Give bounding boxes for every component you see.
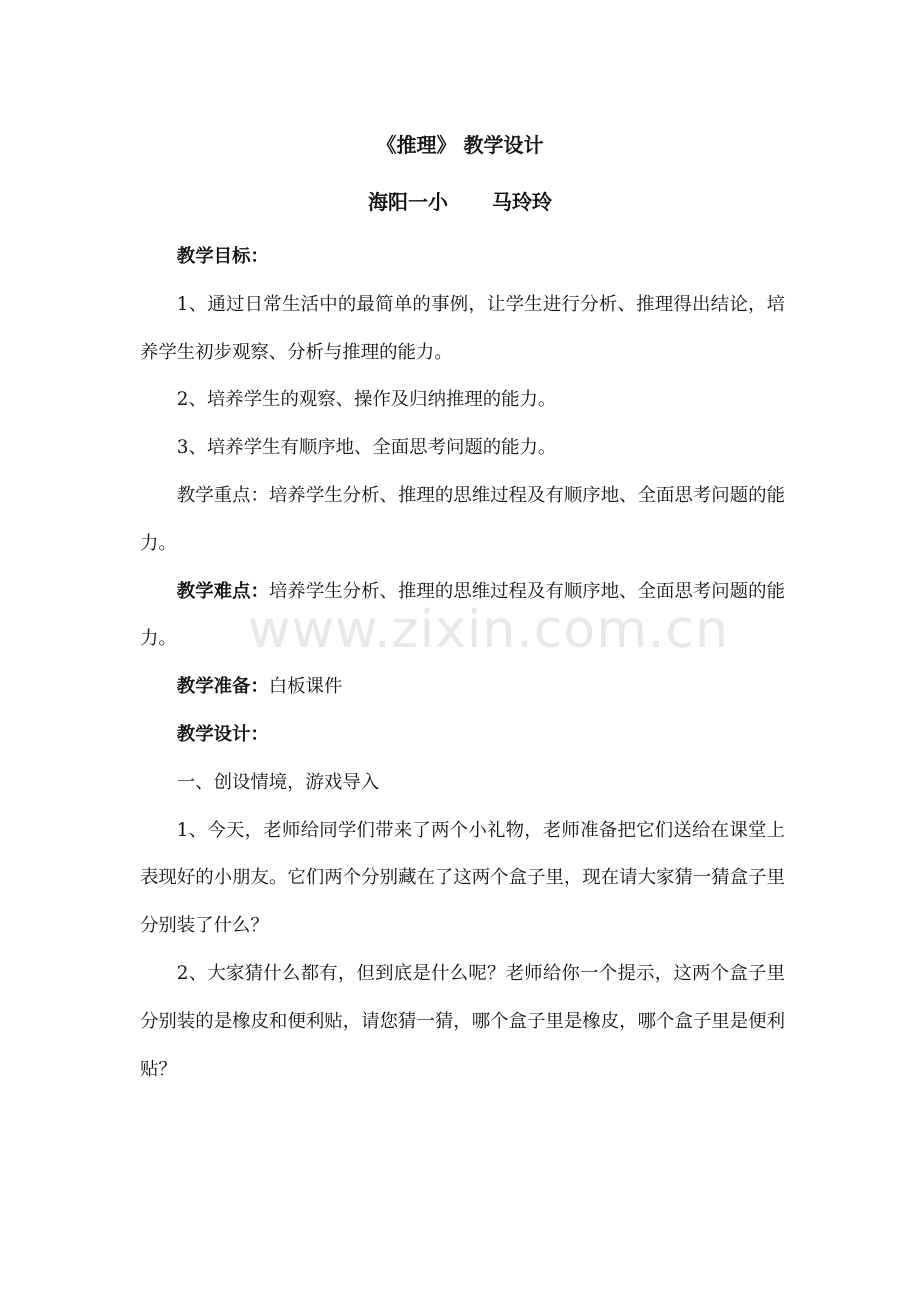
document-body xyxy=(140,233,785,1093)
section-heading: 一、创设情境，游戏导入 xyxy=(176,771,380,793)
document-title: 《推理》 教学设计 xyxy=(376,133,544,157)
key-points-label: 教学重点： xyxy=(176,484,269,506)
objectives-heading: 教学目标： xyxy=(176,246,269,267)
objective-item: 1、通过日常生活中的最简单的事例，让学生进行分析、推理得出结论，培养学生初步观察、分析与推理的能力。 xyxy=(140,293,785,363)
author-name: 马玲玲 xyxy=(492,190,552,214)
objective-item: 3、培养学生有顺序地、全面思考问题的能力。 xyxy=(176,437,557,459)
difficulty-paragraph xyxy=(140,568,785,664)
key-points-text: 培养学生分析、推理的思维过程及有顺序地、全面思考问题的能力。 xyxy=(140,484,785,554)
section-item: 1、今天，老师给同学们带来了两个小礼物，老师准备把它们送给在课堂上表现好的小朋友。它们两个分别藏在了这两个盒子里，现在请大家猜一猜盒子里分别装了什么？ xyxy=(140,819,785,937)
author-line xyxy=(0,190,920,214)
section-item: 2、大家猜什么都有，但到底是什么呢？老师给你一个提示，这两个盒子里分别装的是橡皮和便利贴，请您猜一猜，哪个盒子里是橡皮，哪个盒子里是便利贴？ xyxy=(140,962,785,1080)
key-points-paragraph xyxy=(140,472,785,568)
difficulty-text: 培养学生分析、推理的思维过程及有顺序地、全面思考问题的能力。 xyxy=(140,580,785,650)
difficulty-label: 教学难点： xyxy=(176,580,269,602)
preparation-label: 教学准备： xyxy=(176,676,269,698)
watermark: www.zixin.com.cn xyxy=(248,600,729,660)
preparation-text: 白板课件 xyxy=(268,676,343,698)
preparation-paragraph xyxy=(140,663,785,711)
design-heading: 教学设计： xyxy=(176,723,269,745)
school-name: 海阳一小 xyxy=(368,190,448,214)
objective-item: 2、培养学生的观察、操作及归纳推理的能力。 xyxy=(176,389,557,411)
